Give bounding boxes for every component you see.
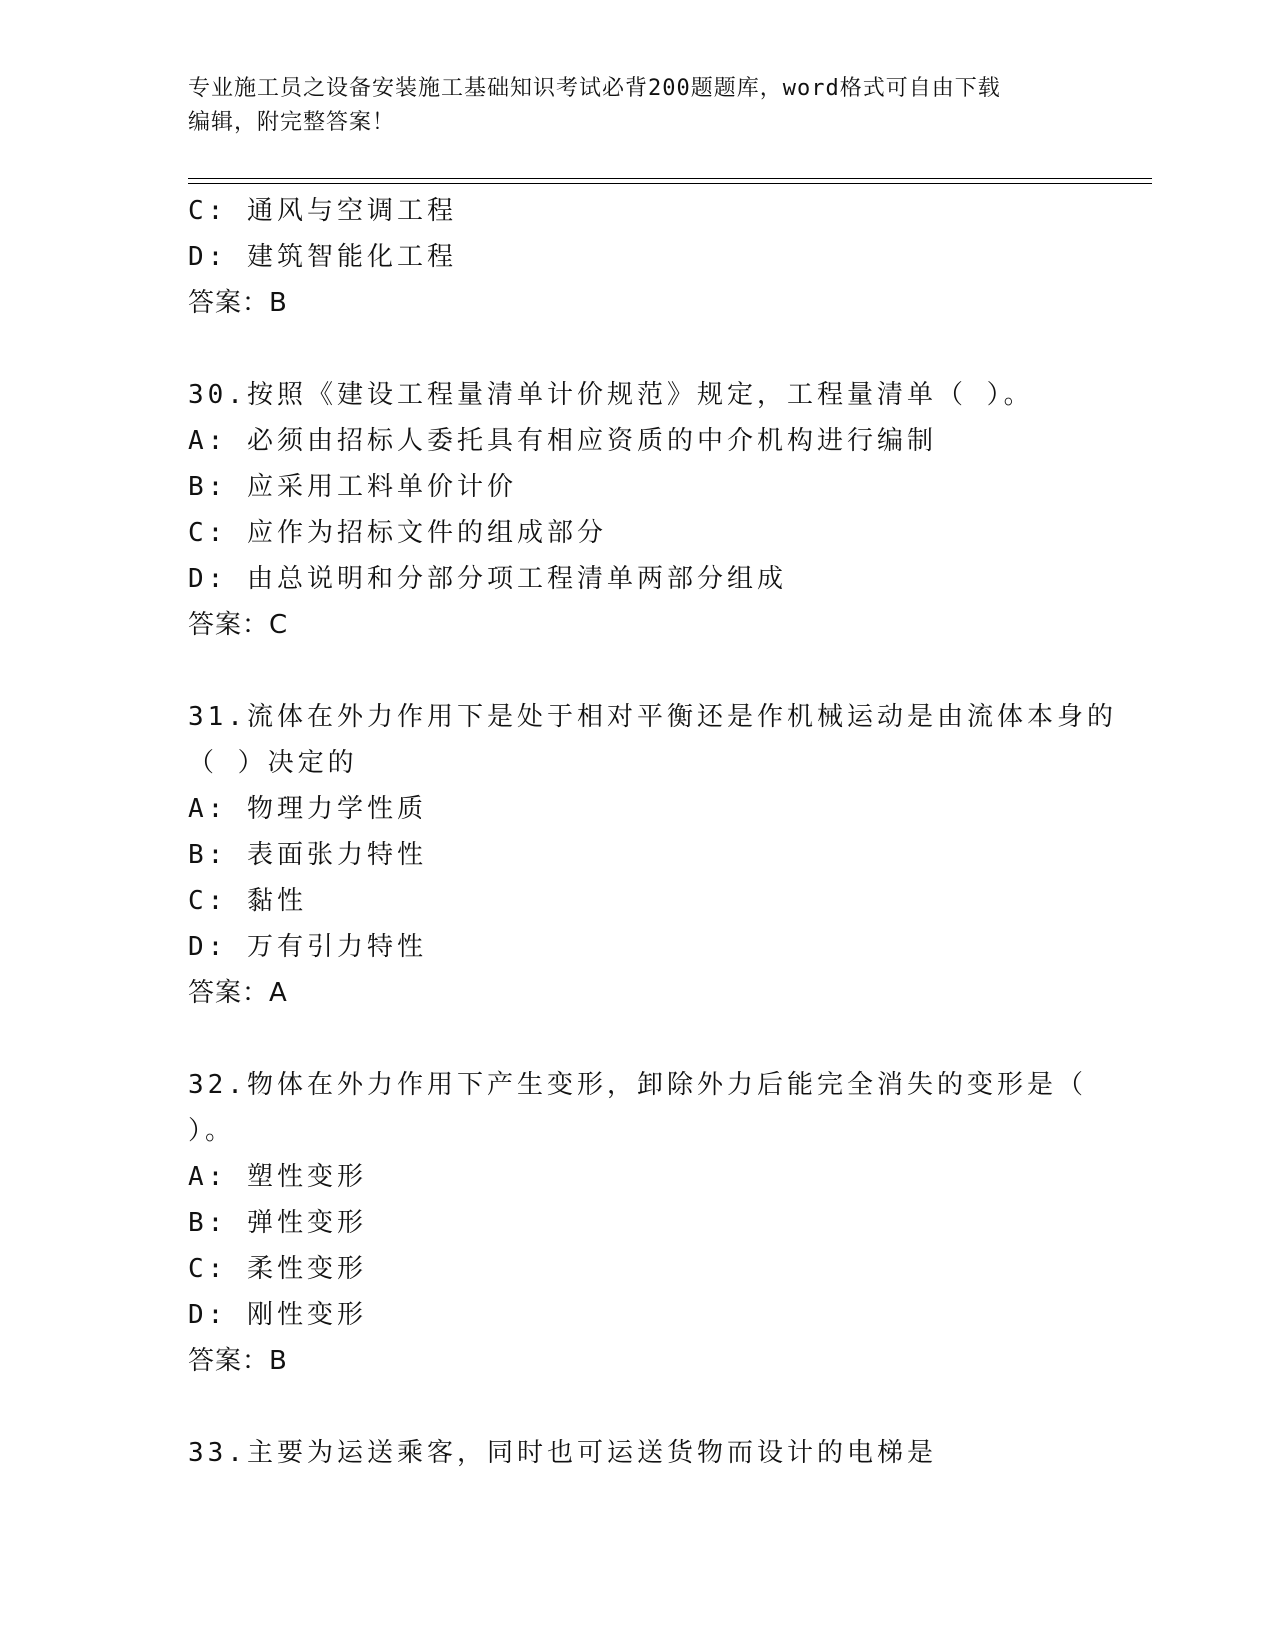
question-stem: 32.物体在外力作用下产生变形，卸除外力后能完全消失的变形是（ bbox=[188, 1070, 1087, 1100]
spacer bbox=[188, 1016, 1088, 1062]
option-c: C: 通风与空调工程 bbox=[188, 196, 457, 226]
spacer bbox=[188, 1384, 1088, 1430]
option-a: A: 塑性变形 bbox=[188, 1162, 367, 1192]
spacer bbox=[188, 326, 1088, 372]
option-d: D: 刚性变形 bbox=[188, 1300, 367, 1330]
header-line-2: 编辑，附完整答案！ bbox=[188, 110, 396, 135]
question-stem: 31.流体在外力作用下是处于相对平衡还是作机械运动是由流体本身的 bbox=[188, 702, 1117, 732]
option-b: B: 弹性变形 bbox=[188, 1208, 367, 1238]
question-30 bbox=[188, 372, 1088, 648]
option-c: C: 黏性 bbox=[188, 886, 307, 916]
question-stem-continued: ）。 bbox=[188, 1116, 236, 1146]
option-c: C: 柔性变形 bbox=[188, 1254, 367, 1284]
question-29-continuation bbox=[188, 188, 1088, 326]
option-b: B: 表面张力特性 bbox=[188, 840, 427, 870]
header-rule-top bbox=[188, 178, 1152, 179]
option-d: D: 由总说明和分部分项工程清单两部分组成 bbox=[188, 564, 787, 594]
question-33 bbox=[188, 1430, 1088, 1476]
option-d: D: 建筑智能化工程 bbox=[188, 242, 457, 272]
question-list bbox=[188, 188, 1117, 1476]
option-d: D: 万有引力特性 bbox=[188, 932, 427, 962]
question-31 bbox=[188, 694, 1117, 1016]
header-rule-bottom bbox=[188, 183, 1152, 184]
spacer bbox=[188, 648, 1088, 694]
question-stem: 30.按照《建设工程量清单计价规范》规定，工程量清单（ ）。 bbox=[188, 380, 1034, 410]
option-b: B: 应采用工料单价计价 bbox=[188, 472, 517, 502]
question-stem-continued: （ ）决定的 bbox=[188, 748, 358, 778]
answer-line: 答案：A bbox=[188, 978, 288, 1008]
document-header bbox=[188, 72, 1068, 140]
option-a: A: 必须由招标人委托具有相应资质的中介机构进行编制 bbox=[188, 426, 937, 456]
answer-line: 答案：B bbox=[188, 288, 288, 318]
question-stem: 33.主要为运送乘客，同时也可运送货物而设计的电梯是 bbox=[188, 1438, 937, 1468]
question-32 bbox=[188, 1062, 1088, 1384]
header-line-1: 专业施工员之设备安装施工基础知识考试必背200题题库，word格式可自由下载 bbox=[188, 76, 1001, 101]
option-a: A: 物理力学性质 bbox=[188, 794, 427, 824]
answer-line: 答案：C bbox=[188, 610, 289, 640]
answer-line: 答案：B bbox=[188, 1346, 288, 1376]
option-c: C: 应作为招标文件的组成部分 bbox=[188, 518, 607, 548]
